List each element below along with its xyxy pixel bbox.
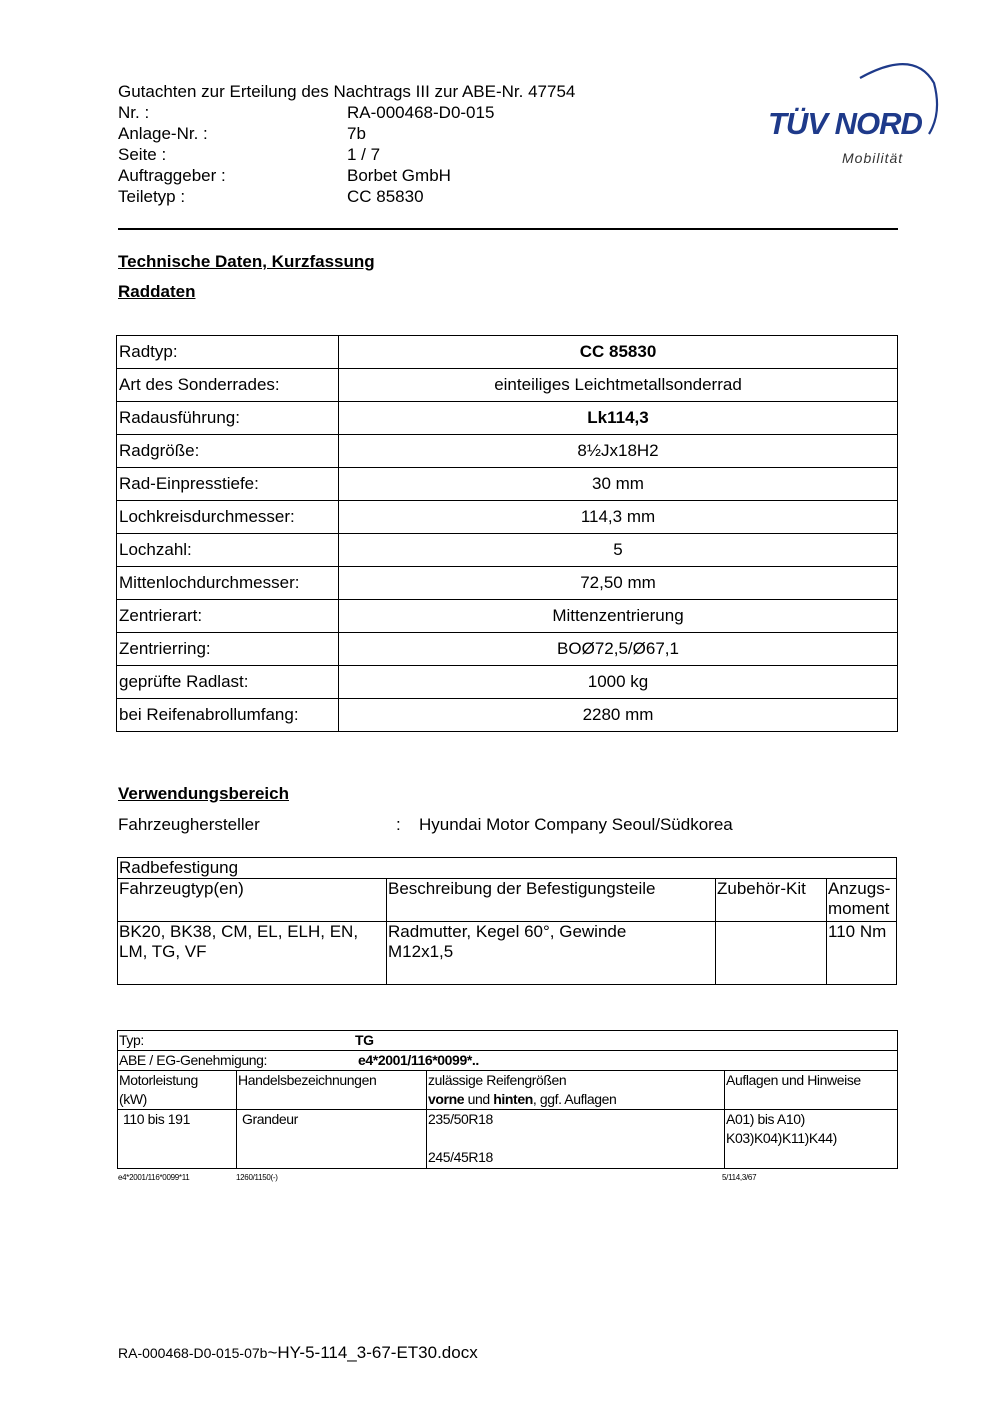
row-value: 72,50 mm xyxy=(339,567,898,600)
tuv-nord-logo: TÜV NORD xyxy=(768,106,922,141)
header-value-teiletyp: CC 85830 xyxy=(347,187,424,206)
cell-line: BK20, BK38, CM, EL, ELH, EN, xyxy=(119,922,359,941)
col-header-auflagen: , ggf. Auflagen xyxy=(532,1091,617,1107)
table-row xyxy=(117,336,898,369)
cell-motorleistung: 110 bis 191 xyxy=(118,1110,237,1169)
cell-line: A01) bis A10) xyxy=(726,1111,805,1127)
radbefestigung-table xyxy=(117,857,897,985)
abe-label: ABE / EG-Genehmigung: xyxy=(119,1052,268,1068)
typ-value: TG xyxy=(355,1032,374,1048)
col-header-line: zulässige Reifengrößen xyxy=(428,1072,567,1088)
section-title-verwendung: Verwendungsbereich xyxy=(118,784,289,803)
table-row xyxy=(118,858,897,879)
row-key: Lochkreisdurchmesser: xyxy=(117,501,339,534)
header-label-seite: Seite : xyxy=(118,145,167,164)
cell-tire-2: 245/45R18 xyxy=(428,1149,493,1165)
table-row xyxy=(117,633,898,666)
table-row xyxy=(117,402,898,435)
col-header-line xyxy=(428,1090,723,1109)
raddaten-table xyxy=(116,335,898,732)
row-value: 30 mm xyxy=(339,468,898,501)
row-value: 8½Jx18H2 xyxy=(339,435,898,468)
header-label-teiletyp: Teiletyp : xyxy=(118,187,186,206)
col-header-line: (kW) xyxy=(119,1091,147,1107)
page-footer xyxy=(118,1343,478,1363)
table-row xyxy=(117,699,898,732)
manufacturer-label: Fahrzeughersteller xyxy=(118,815,260,834)
row-value: 114,3 mm xyxy=(339,501,898,534)
col-header-motorleistung xyxy=(118,1071,237,1110)
table-row xyxy=(117,435,898,468)
row-key: Lochzahl: xyxy=(117,534,339,567)
typ-row xyxy=(118,1031,898,1051)
cell-tire-1: 235/50R18 xyxy=(428,1111,493,1127)
table-row xyxy=(117,600,898,633)
section-title-technische: Technische Daten, Kurzfassung xyxy=(118,252,375,271)
table-row xyxy=(118,1071,898,1110)
cell-fahrzeugtypen xyxy=(118,922,387,985)
typ-footnote-2: 1260/1150(-) xyxy=(236,1173,278,1182)
cell-reifengroessen xyxy=(427,1110,725,1169)
cell-line: Radmutter, Kegel 60°, Gewinde xyxy=(388,922,627,941)
cell-auflagen xyxy=(725,1110,898,1169)
row-key: Zentrierring: xyxy=(117,633,339,666)
row-value: einteiliges Leichtmetallsonderrad xyxy=(339,369,898,402)
header-label-anlage: Anlage-Nr. : xyxy=(118,124,208,143)
typ-footnote-1: e4*2001/116*0099*11 xyxy=(118,1173,190,1182)
row-value: CC 85830 xyxy=(339,336,898,369)
table-row xyxy=(118,1051,898,1071)
typ-table xyxy=(117,1030,898,1169)
row-value: 2280 mm xyxy=(339,699,898,732)
typ-label: Typ: xyxy=(119,1032,144,1048)
table-row xyxy=(117,468,898,501)
col-header-beschreibung: Beschreibung der Befestigungsteile xyxy=(387,879,716,922)
col-header-hinten: hinten xyxy=(493,1091,533,1107)
header-label-auftraggeber: Auftraggeber : xyxy=(118,166,226,185)
col-header-und: und xyxy=(464,1091,494,1107)
footer-filename: ~HY-5-114_3-67-ET30.docx xyxy=(267,1343,478,1362)
row-key: Mittenlochdurchmesser: xyxy=(117,567,339,600)
col-header-moment: moment xyxy=(828,899,890,918)
cell-line: K03)K04)K11)K44) xyxy=(726,1130,837,1146)
table-row xyxy=(117,369,898,402)
section-title-raddaten: Raddaten xyxy=(118,282,196,301)
row-value: Mittenzentrierung xyxy=(339,600,898,633)
header-divider xyxy=(118,228,898,230)
header-value-anlage: 7b xyxy=(347,124,366,143)
row-value: BOØ72,5/Ø67,1 xyxy=(339,633,898,666)
header-value-auftraggeber: Borbet GmbH xyxy=(347,166,451,185)
col-header-anzugs: Anzugs- xyxy=(828,879,891,898)
col-header-zubehoer: Zubehör-Kit xyxy=(716,879,827,922)
cell-line: M12x1,5 xyxy=(388,942,454,961)
logo-subtitle: Mobilität xyxy=(842,150,904,166)
row-key: Radtyp: xyxy=(117,336,339,369)
col-header-line: Motorleistung xyxy=(119,1072,198,1088)
cell-line: LM, TG, VF xyxy=(119,942,207,961)
col-header-auflagen-hinweise: Auflagen und Hinweise xyxy=(725,1071,898,1110)
document-title: Gutachten zur Erteilung des Nachtrags III zur ABE-Nr. 47754 xyxy=(118,82,576,101)
header-label-nr: Nr. : xyxy=(118,103,150,122)
cell-beschreibung xyxy=(387,922,716,985)
table-row xyxy=(118,922,897,985)
row-key: bei Reifenabrollumfang: xyxy=(117,699,339,732)
table-row xyxy=(118,879,897,922)
row-key: geprüfte Radlast: xyxy=(117,666,339,699)
row-value: Lk114,3 xyxy=(339,402,898,435)
abe-value: e4*2001/116*0099*.. xyxy=(358,1052,479,1068)
table-row xyxy=(118,1031,898,1051)
row-value: 5 xyxy=(339,534,898,567)
row-key: Radausführung: xyxy=(117,402,339,435)
col-header-reifengroessen xyxy=(427,1071,725,1110)
footer-doc-id: RA-000468-D0-015-07b xyxy=(118,1345,268,1361)
manufacturer-colon: : xyxy=(396,815,401,834)
manufacturer-value: Hyundai Motor Company Seoul/Südkorea xyxy=(419,815,733,834)
header-value-nr: RA-000468-D0-015 xyxy=(347,103,495,122)
col-header-handelsbezeichnungen: Handelsbezeichnungen xyxy=(237,1071,427,1110)
cell-handelsbezeichnung: Grandeur xyxy=(237,1110,427,1169)
table-row xyxy=(117,501,898,534)
table-row xyxy=(117,567,898,600)
cell-zubehoer xyxy=(716,922,827,985)
row-key: Zentrierart: xyxy=(117,600,339,633)
header-value-seite: 1 / 7 xyxy=(347,145,381,164)
abe-row xyxy=(118,1051,898,1071)
table-row xyxy=(117,666,898,699)
col-header-vorne: vorne xyxy=(428,1091,465,1107)
row-key: Rad-Einpresstiefe: xyxy=(117,468,339,501)
table-row xyxy=(117,534,898,567)
typ-footnote-3: 5/114,3/67 xyxy=(722,1173,757,1182)
befestigung-title: Radbefestigung xyxy=(118,858,897,879)
cell-anzugsmoment: 110 Nm xyxy=(827,922,897,985)
row-value: 1000 kg xyxy=(339,666,898,699)
table-row xyxy=(118,1110,898,1169)
row-key: Radgröße: xyxy=(117,435,339,468)
row-key: Art des Sonderrades: xyxy=(117,369,339,402)
col-header-anzugsmoment xyxy=(827,879,897,922)
col-header-fahrzeugtyp: Fahrzeugtyp(en) xyxy=(118,879,387,922)
